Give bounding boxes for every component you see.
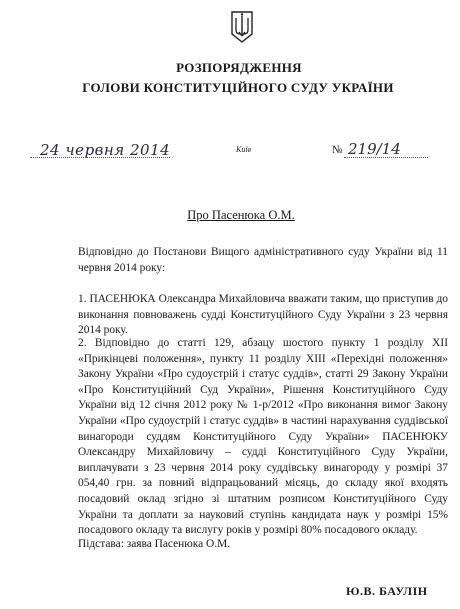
paragraph-grounds xyxy=(78,537,448,553)
handwritten-date: 24 червня 2014 xyxy=(40,141,171,159)
handwritten-number: 219/14 xyxy=(348,140,401,158)
date-underline xyxy=(30,157,170,158)
paragraph-item-1 xyxy=(78,292,448,339)
trident-emblem-icon xyxy=(230,10,254,44)
city-label: Київ xyxy=(236,145,252,154)
meta-row xyxy=(0,140,460,163)
paragraph-item-2 xyxy=(78,336,448,539)
number-label: № xyxy=(332,144,343,156)
paragraph-item-2-text: 2. Відповідно до статті 129, абзацу шостого пункту 1 розділу XII «Прикінцеві положення», пункту 11 розділу XIII «Перехідні положення» Закону України «Про судоустрій і статус суддів», статті 29 Закону України «Про Конституційний Суд України», Рішення Конституційного Суду України від 12 січня 2012 року № 1-р/2012 «Про виконання вимог Закону України «Про судоустрій і статус суддів» в частині нарахування суддівської винагороди суддям Конституційного Суду України» ПАСЕНЮКУ Олександру Михайловичу – судді Конституційного Суду України, виплачувати з 23 червня 2014 року суддівську винагороду у розмірі 37 054,40 грн. за повний відпрацьований місяць, до складу якої входять посадовий оклад згідно зі штатним розписом Конституційного Суду України та доплати за науковий ступінь кандидата наук у розмірі 15% посадового окладу та вислугу років у розмірі 80% посадового окладу. xyxy=(78,337,448,537)
paragraph-item-1-text: 1. ПАСЕНЮКА Олександра Михайловича вважати таким, що приступив до виконання повноважень судді Конституційного Суду України з 23 червня 2014 року. xyxy=(78,293,448,337)
paragraph-basis-text: Відповідно до Постанови Вищого адміністративного суду України від 11 червня 2014 року: xyxy=(78,246,448,274)
paragraph-grounds-text: Підстава: заява Пасенюка О.М. xyxy=(78,538,231,550)
document-subject: Про Пасенюка О.М. xyxy=(187,208,295,222)
document-title: РОЗПОРЯДЖЕННЯ xyxy=(176,60,302,75)
document-subtitle: ГОЛОВИ КОНСТИТУЦІЙНОГО СУДУ УКРАЇНИ xyxy=(82,80,394,95)
paragraph-basis xyxy=(78,245,448,276)
number-underline xyxy=(344,157,428,158)
signature-name: Ю.В. БАУЛІН xyxy=(346,584,428,598)
